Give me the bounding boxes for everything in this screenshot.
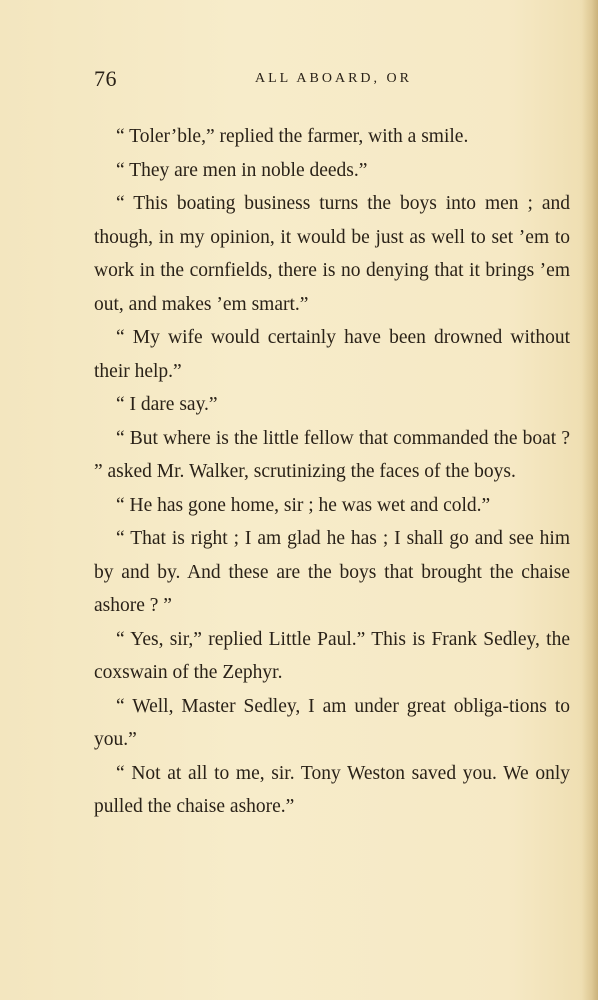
paragraph: “ They are men in noble deeds.” [116,159,368,181]
paragraph: “ This boating business turns the boys into men ; and though, in my opinion, it would be just as well to set ’em to work in the cornfields, there is no denying that it brings ’em out, and makes ’em smart.” [94,193,570,315]
body-text [94,120,570,824]
paragraph: “ I dare say.” [116,394,218,415]
running-head: ALL ABOARD, OR [255,71,412,86]
paragraph: “ That is right ; I am glad he has ; I shall go and see him by and by. And these are the boys that brought the chaise ashore ? ” [94,528,570,616]
paragraph: “ Yes, sir,” replied Little Paul.” This is Frank Sedley, the coxswain of the Zephyr. [94,628,570,683]
page-edge-shadow [582,0,598,1000]
paragraph: “ Toler’ble,” replied the farmer, with a smile. [116,126,469,147]
paragraph: “ My wife would certainly have been drowned without their help.” [94,327,570,382]
page-number: 76 [94,66,117,91]
paragraph: “ He has gone home, sir ; he was wet and cold.” [116,494,491,516]
paragraph: “ Well, Master Sedley, I am under great obliga-tions to you.” [94,695,570,750]
paragraph: “ But where is the little fellow that commanded the boat ? ” asked Mr. Walker, scrutinizing the faces of the boys. [94,427,570,482]
paragraph: “ Not at all to me, sir. Tony Weston saved you. We only pulled the chaise ashore.” [94,762,570,817]
